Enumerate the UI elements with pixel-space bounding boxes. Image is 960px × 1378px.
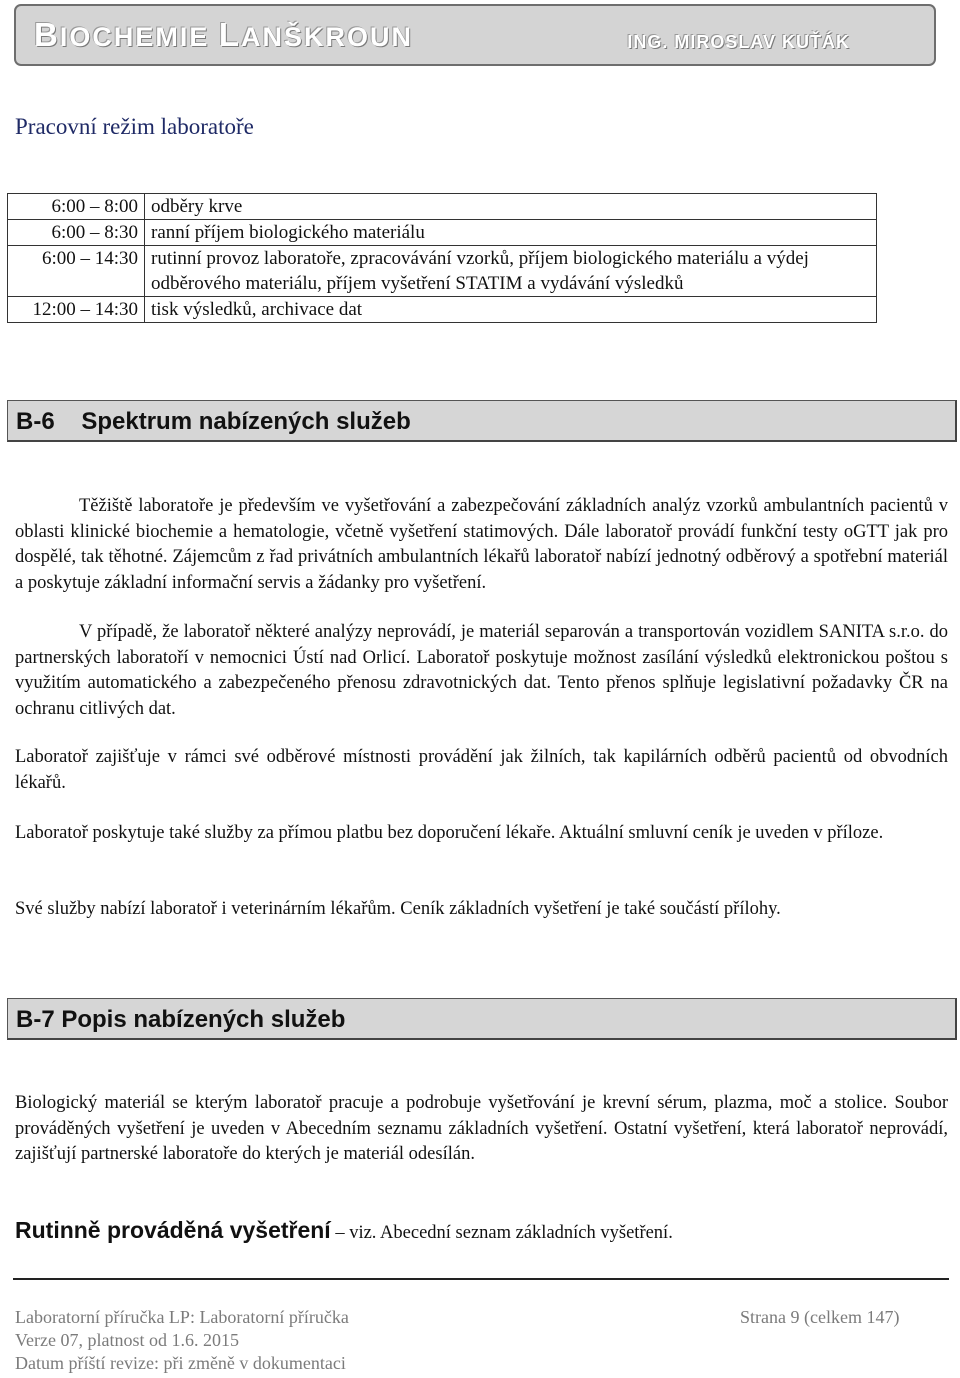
b6-paragraph-3: Laboratoř zajišťuje v rámci své odběrové místnosti provádění jak žilních, tak kapilárních odběrů pacientů od obvodních lékařů. [15, 747, 948, 793]
footer-page-number: Strana 9 (celkem 147) [740, 1307, 900, 1327]
footer-revision-date: Datum příští revize: při změně v dokumentaci [15, 1353, 346, 1373]
description-cell: rutinní provoz laboratoře, zpracovávání vzorků, příjem biologického materiálu a výdej odběrového materiálu, příjem vyšetření STATIM a vydávání výsledků [145, 246, 877, 297]
description-cell: odběry krve [145, 194, 877, 220]
footer-document-name: Laboratorní příručka LP: Laboratorní příručka [15, 1307, 349, 1327]
organization-name: BIOCHEMIE LANŠKROUN [34, 16, 414, 53]
time-cell: 6:00 – 14:30 [8, 246, 145, 297]
description-cell: ranní příjem biologického materiálu [145, 220, 877, 246]
b6-paragraph-4: Laboratoř poskytuje také služby za přímou platbu bez doporučení lékaře. Aktuální smluvní ceník je uveden v příloze. [15, 823, 884, 843]
routine-tests-line [15, 1218, 948, 1247]
b6-paragraph-1: Těžiště laboratoře je především ve vyšetřování a zabezpečování základních analýz vzorků ambulantních pacientů v oblasti klinické biochemie a hematologie, včetně vyšetření statimových. Dále laboratoř provádí funkční testy oGTT jak pro dospělé, tak těhotné. Zájemcům z řad privátních ambulantních lékařů laboratoř nabízí jednotný odběrový a spotřební materiál a poskytuje základní informační servis a žádanky pro vyšetření. [15, 496, 948, 593]
table-row [8, 194, 877, 220]
section-heading-b6: B-6 Spektrum nabízených služeb [7, 400, 957, 442]
time-cell: 12:00 – 14:30 [8, 297, 145, 323]
b6-paragraph-5: Své služby nabízí laboratoř i veterinárním lékařům. Ceník základních vyšetření je také součástí přílohy. [15, 899, 781, 919]
routine-tests-reference: – viz. Abecední seznam základních vyšetření. [330, 1223, 673, 1243]
footer-divider [13, 1278, 949, 1280]
author-name: ING. MIROSLAV KUŤÁK [627, 32, 850, 52]
section-heading-b7: B-7 Popis nabízených služeb [7, 998, 957, 1040]
routine-tests-label: Rutinně prováděná vyšetření [15, 1217, 331, 1243]
table-row [8, 246, 877, 297]
b7-paragraph-1: Biologický materiál se kterým laboratoř pracuje a podrobuje vyšetřování je krevní sérum, plazma, moč a stolice. Soubor prováděných vyšetření je uveden v Abecedním seznamu základních vyšetření. Ostatní vyšetření, která laboratoř neprovádí, zajišťují partnerské laboratoře do kterých je materiál odesílán. [15, 1093, 948, 1164]
time-cell: 6:00 – 8:00 [8, 194, 145, 220]
footer-version: Verze 07, platnost od 1.6. 2015 [15, 1330, 239, 1350]
work-schedule-table [7, 193, 877, 323]
time-cell: 6:00 – 8:30 [8, 220, 145, 246]
description-cell: tisk výsledků, archivace dat [145, 297, 877, 323]
table-row [8, 220, 877, 246]
table-row [8, 297, 877, 323]
work-mode-heading: Pracovní režim laboratoře [15, 114, 254, 139]
b6-paragraph-2: V případě, že laboratoř některé analýzy neprovádí, je materiál separován a transportován vozidlem SANITA s.r.o. do partnerských laboratoří v nemocnici Ústí nad Orlicí. Laboratoř poskytuje možnost zasílání výsledků elektronickou poštou s využitím automatického a zabezpečeného přenosu zdravotnických dat. Tento přenos splňuje legislativní požadavky ČR na ochranu citlivých dat. [15, 622, 948, 719]
